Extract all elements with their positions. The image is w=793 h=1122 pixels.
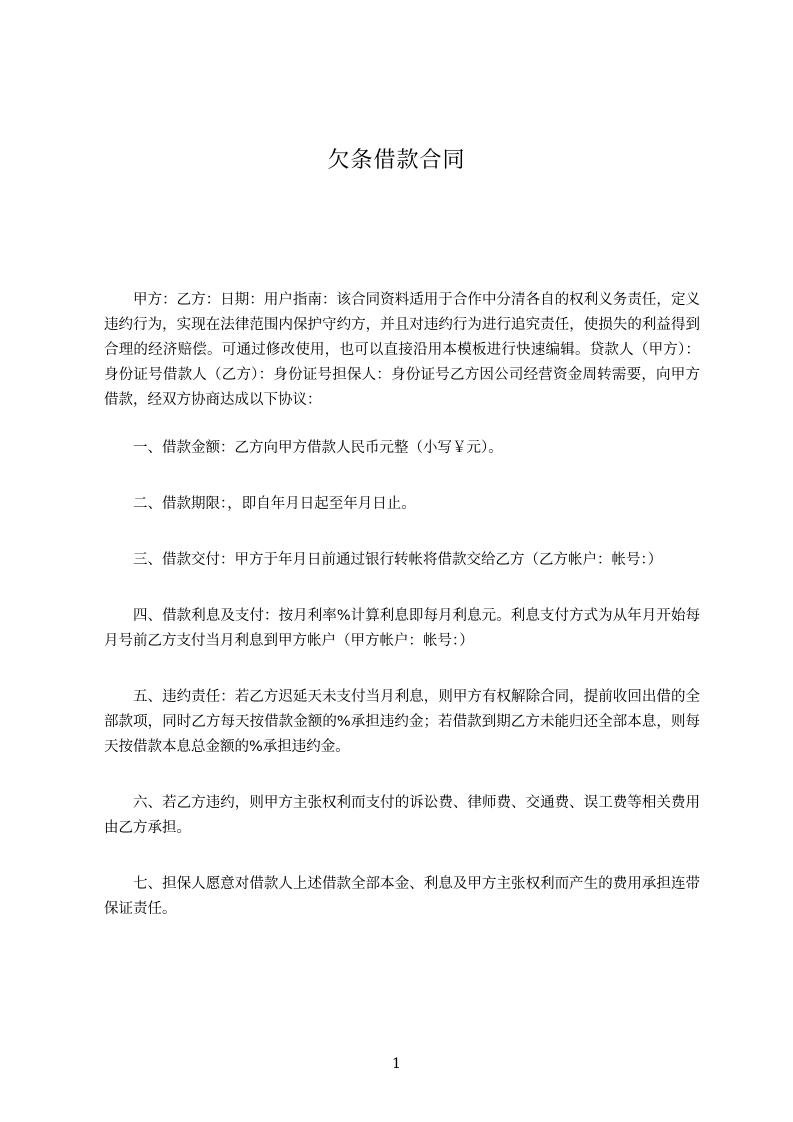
clause-loan-amount: 一、借款金额：乙方向甲方借款人民币元整（小写￥元）。 bbox=[133, 440, 503, 456]
clause-guarantee: 七、担保人愿意对借款人上述借款全部本金、利息及甲方主张权利而产生的费用承担连带保证责任。 bbox=[104, 876, 700, 917]
clause-breach-liability: 五、违约责任：若乙方迟延天未支付当月利息，则甲方有权解除合同，提前收回出借的全部款项，同时乙方每天按借款金额的%承担违约金；若借款到期乙方未能归还全部本息，则每天按借款本息总金额的%承担违约金。 bbox=[104, 689, 700, 755]
page-number: 1 bbox=[392, 1056, 401, 1072]
clause-legal-costs: 六、若乙方违约，则甲方主张权利而支付的诉讼费、律师费、交通费、误工费等相关费用由乙方承担。 bbox=[104, 795, 700, 836]
document-body bbox=[104, 288, 700, 953]
clause-loan-term: 二、借款期限：，即自年月日起至年月日止。 bbox=[133, 496, 416, 512]
document-title: 欠条借款合同 bbox=[327, 148, 466, 173]
clause-interest-payment: 四、借款利息及支付：按月利率%计算利息即每月利息元。利息支付方式为从年月开始每月号前乙方支付当月利息到甲方帐户（甲方帐户：帐号：） bbox=[104, 608, 700, 649]
intro-paragraph: 甲方：乙方：日期：用户指南：该合同资料适用于合作中分清各自的权利义务责任，定义违约行为，实现在法律范围内保护守约方，并且对违约行为进行追究责任，使损失的利益得到合理的经济赔偿。可通过修改使用，也可以直接沿用本模板进行快速编辑。贷款人（甲方）：身份证号借款人（乙方）：身份证号担保人：身份证号乙方因公司经营资金周转需要，向甲方借款，经双方协商达成以下协议： bbox=[104, 292, 700, 408]
clause-loan-delivery: 三、借款交付：甲方于年月日前通过银行转帐将借款交给乙方（乙方帐户：帐号：） bbox=[133, 552, 663, 568]
